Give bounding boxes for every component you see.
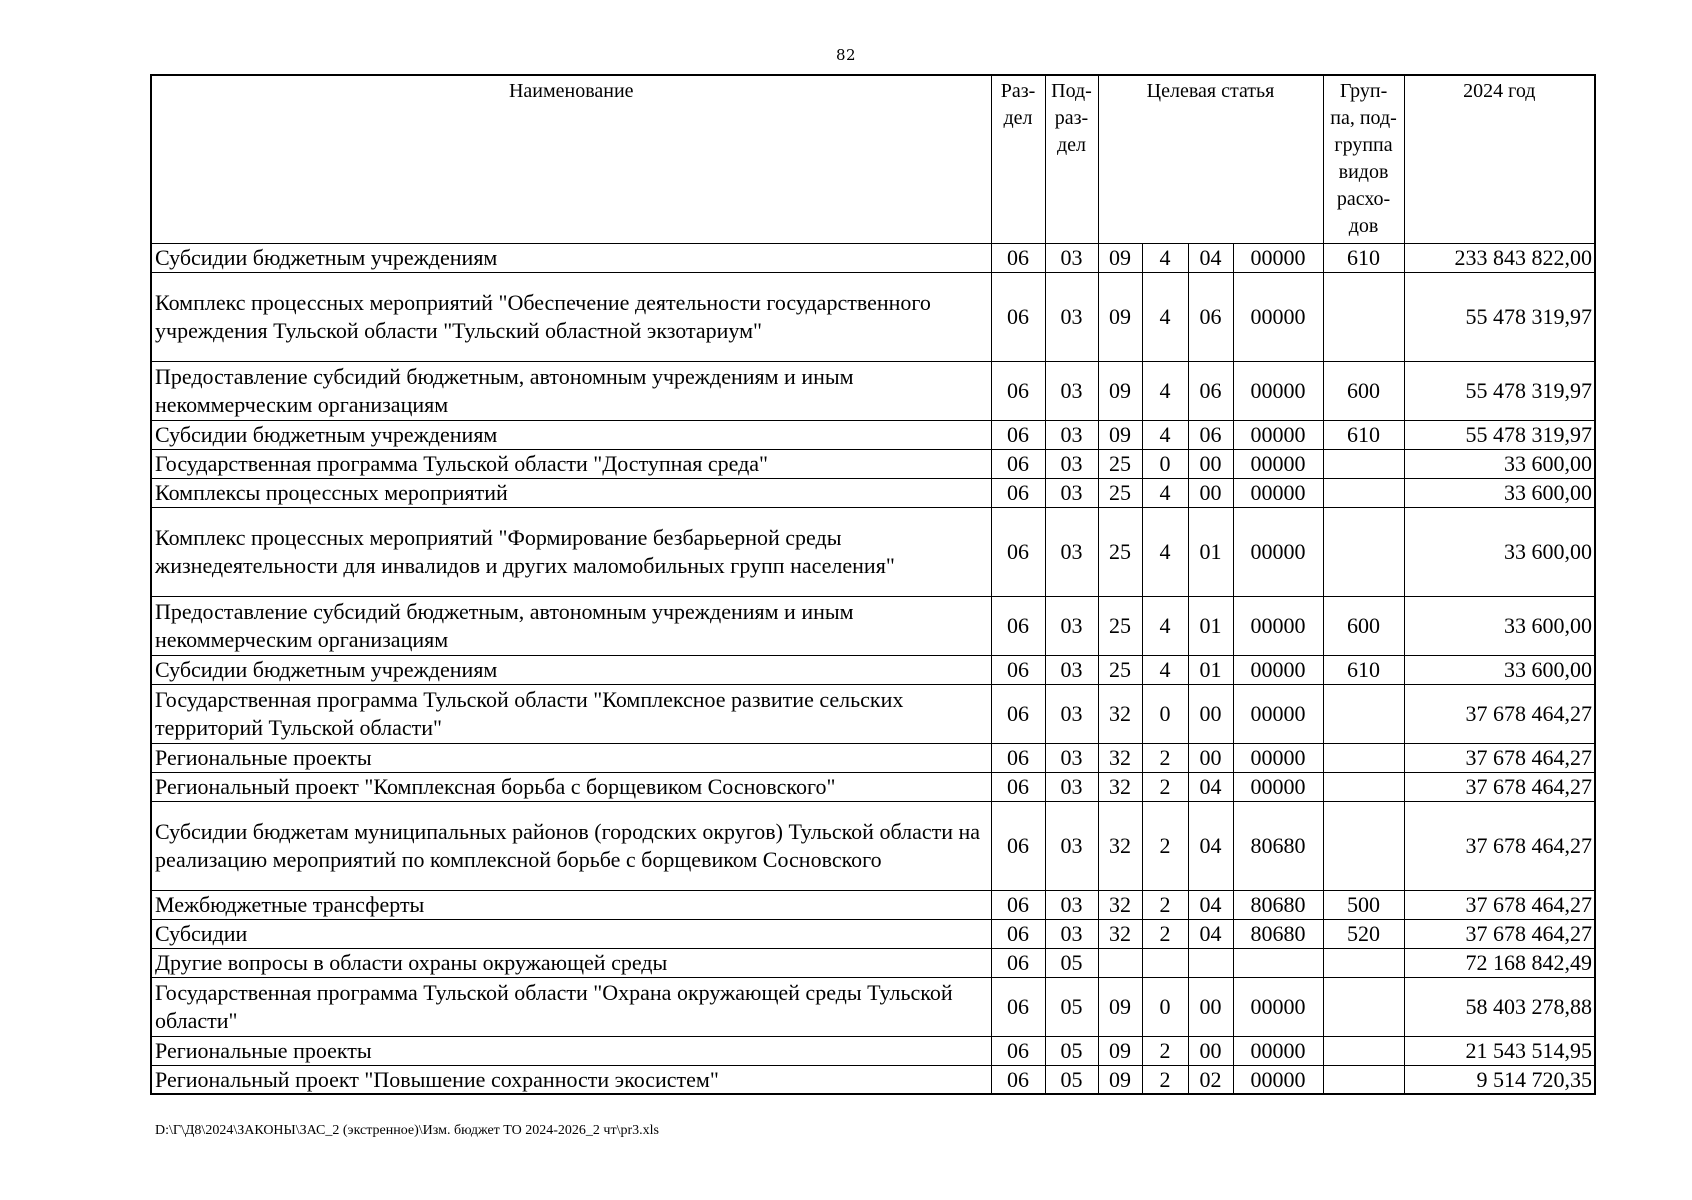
row-target-program: 09 bbox=[1098, 1036, 1142, 1065]
row-expense-group bbox=[1323, 478, 1404, 507]
row-target-type: 2 bbox=[1142, 772, 1188, 801]
table-row bbox=[151, 684, 1595, 743]
row-expense-group: 600 bbox=[1323, 361, 1404, 420]
row-section: 06 bbox=[991, 890, 1045, 919]
row-name: Комплекс процессных мероприятий "Обеспечение деятельности государственного учреждения Тульской области "Тульский областной экзотариум" bbox=[151, 272, 991, 361]
row-name: Региональные проекты bbox=[151, 743, 991, 772]
row-target-program: 09 bbox=[1098, 1065, 1142, 1094]
row-name: Предоставление субсидий бюджетным, автономным учреждениям и иным некоммерческим организациям bbox=[151, 361, 991, 420]
header-target-article: Целевая статья bbox=[1098, 75, 1323, 243]
table-row bbox=[151, 919, 1595, 948]
row-target-program: 32 bbox=[1098, 890, 1142, 919]
table-row bbox=[151, 420, 1595, 449]
row-target-type: 4 bbox=[1142, 420, 1188, 449]
row-target-program: 09 bbox=[1098, 243, 1142, 272]
row-target-subprogram: 00 bbox=[1188, 1036, 1233, 1065]
table-row bbox=[151, 507, 1595, 596]
table-row bbox=[151, 596, 1595, 655]
row-target-type: 0 bbox=[1142, 684, 1188, 743]
row-amount: 55 478 319,97 bbox=[1404, 420, 1595, 449]
table-body bbox=[151, 243, 1595, 1094]
row-target-program: 09 bbox=[1098, 272, 1142, 361]
row-target-direction: 00000 bbox=[1233, 361, 1323, 420]
row-target-program: 32 bbox=[1098, 684, 1142, 743]
row-target-subprogram: 01 bbox=[1188, 507, 1233, 596]
row-expense-group bbox=[1323, 948, 1404, 977]
row-expense-group: 500 bbox=[1323, 890, 1404, 919]
row-amount: 37 678 464,27 bbox=[1404, 890, 1595, 919]
row-name: Комплекс процессных мероприятий "Формирование безбарьерной среды жизнедеятельности для инвалидов и других маломобильных групп населения" bbox=[151, 507, 991, 596]
row-amount: 37 678 464,27 bbox=[1404, 772, 1595, 801]
row-subsection: 05 bbox=[1045, 948, 1098, 977]
file-path-footer: D:\Г\Д8\2024\ЗАКОНЫ\ЗАС_2 (экстренное)\Изм. бюджет ТО 2024-2026_2 чт\pr3.xls bbox=[155, 1123, 659, 1138]
row-target-type bbox=[1142, 948, 1188, 977]
row-expense-group bbox=[1323, 743, 1404, 772]
row-target-program bbox=[1098, 948, 1142, 977]
row-name: Субсидии бюджетам муниципальных районов (городских округов) Тульской области на реализацию мероприятий по комплексной борьбе с борщевиком Сосновского bbox=[151, 801, 991, 890]
row-section: 06 bbox=[991, 361, 1045, 420]
row-subsection: 03 bbox=[1045, 420, 1098, 449]
row-amount: 233 843 822,00 bbox=[1404, 243, 1595, 272]
row-expense-group bbox=[1323, 272, 1404, 361]
row-target-direction: 00000 bbox=[1233, 1065, 1323, 1094]
row-target-direction: 00000 bbox=[1233, 272, 1323, 361]
row-subsection: 03 bbox=[1045, 507, 1098, 596]
table-row bbox=[151, 890, 1595, 919]
row-name: Государственная программа Тульской области "Охрана окружающей среды Тульской области" bbox=[151, 977, 991, 1036]
row-section: 06 bbox=[991, 919, 1045, 948]
row-target-type: 4 bbox=[1142, 507, 1188, 596]
row-name: Межбюджетные трансферты bbox=[151, 890, 991, 919]
row-amount: 55 478 319,97 bbox=[1404, 361, 1595, 420]
row-subsection: 03 bbox=[1045, 596, 1098, 655]
row-target-subprogram: 04 bbox=[1188, 801, 1233, 890]
row-expense-group bbox=[1323, 1065, 1404, 1094]
row-target-direction: 00000 bbox=[1233, 596, 1323, 655]
row-target-program: 09 bbox=[1098, 420, 1142, 449]
row-target-subprogram: 01 bbox=[1188, 596, 1233, 655]
row-target-program: 25 bbox=[1098, 449, 1142, 478]
row-target-direction: 00000 bbox=[1233, 449, 1323, 478]
row-subsection: 05 bbox=[1045, 1065, 1098, 1094]
row-subsection: 03 bbox=[1045, 272, 1098, 361]
row-section: 06 bbox=[991, 684, 1045, 743]
row-section: 06 bbox=[991, 507, 1045, 596]
row-target-program: 25 bbox=[1098, 655, 1142, 684]
row-subsection: 03 bbox=[1045, 919, 1098, 948]
row-subsection: 05 bbox=[1045, 977, 1098, 1036]
row-amount: 37 678 464,27 bbox=[1404, 743, 1595, 772]
row-amount: 21 543 514,95 bbox=[1404, 1036, 1595, 1065]
table-row bbox=[151, 1065, 1595, 1094]
row-target-subprogram: 00 bbox=[1188, 743, 1233, 772]
row-target-type: 4 bbox=[1142, 655, 1188, 684]
row-target-program: 32 bbox=[1098, 743, 1142, 772]
row-amount: 9 514 720,35 bbox=[1404, 1065, 1595, 1094]
row-name: Субсидии бюджетным учреждениям bbox=[151, 655, 991, 684]
row-expense-group: 610 bbox=[1323, 655, 1404, 684]
row-name: Региональный проект "Комплексная борьба с борщевиком Сосновского" bbox=[151, 772, 991, 801]
row-target-type: 2 bbox=[1142, 743, 1188, 772]
row-amount: 58 403 278,88 bbox=[1404, 977, 1595, 1036]
row-expense-group bbox=[1323, 507, 1404, 596]
header-section: Раз- дел bbox=[991, 75, 1045, 243]
table-row bbox=[151, 801, 1595, 890]
row-subsection: 03 bbox=[1045, 772, 1098, 801]
row-target-type: 2 bbox=[1142, 919, 1188, 948]
row-expense-group bbox=[1323, 684, 1404, 743]
table-row bbox=[151, 772, 1595, 801]
budget-table bbox=[150, 74, 1596, 1095]
row-target-type: 2 bbox=[1142, 1036, 1188, 1065]
row-name: Субсидии bbox=[151, 919, 991, 948]
row-expense-group: 520 bbox=[1323, 919, 1404, 948]
row-section: 06 bbox=[991, 948, 1045, 977]
header-name: Наименование bbox=[151, 75, 991, 243]
row-target-direction: 80680 bbox=[1233, 890, 1323, 919]
table-row bbox=[151, 977, 1595, 1036]
row-amount: 33 600,00 bbox=[1404, 655, 1595, 684]
row-section: 06 bbox=[991, 272, 1045, 361]
row-subsection: 03 bbox=[1045, 743, 1098, 772]
table-row bbox=[151, 243, 1595, 272]
row-target-direction bbox=[1233, 948, 1323, 977]
row-target-subprogram: 06 bbox=[1188, 420, 1233, 449]
row-section: 06 bbox=[991, 420, 1045, 449]
row-target-direction: 00000 bbox=[1233, 684, 1323, 743]
row-section: 06 bbox=[991, 596, 1045, 655]
row-target-direction: 00000 bbox=[1233, 243, 1323, 272]
row-amount: 55 478 319,97 bbox=[1404, 272, 1595, 361]
row-target-program: 25 bbox=[1098, 596, 1142, 655]
row-amount: 33 600,00 bbox=[1404, 596, 1595, 655]
row-name: Региональный проект "Повышение сохранности экосистем" bbox=[151, 1065, 991, 1094]
row-expense-group bbox=[1323, 977, 1404, 1036]
row-target-subprogram: 00 bbox=[1188, 684, 1233, 743]
row-subsection: 03 bbox=[1045, 361, 1098, 420]
row-name: Субсидии бюджетным учреждениям bbox=[151, 243, 991, 272]
row-target-program: 09 bbox=[1098, 977, 1142, 1036]
table-row bbox=[151, 449, 1595, 478]
row-amount: 37 678 464,27 bbox=[1404, 801, 1595, 890]
row-section: 06 bbox=[991, 478, 1045, 507]
row-target-direction: 00000 bbox=[1233, 478, 1323, 507]
row-name: Комплексы процессных мероприятий bbox=[151, 478, 991, 507]
row-target-type: 4 bbox=[1142, 361, 1188, 420]
row-subsection: 03 bbox=[1045, 243, 1098, 272]
row-name: Другие вопросы в области охраны окружающей среды bbox=[151, 948, 991, 977]
row-target-type: 0 bbox=[1142, 977, 1188, 1036]
row-target-type: 4 bbox=[1142, 272, 1188, 361]
row-subsection: 03 bbox=[1045, 655, 1098, 684]
row-target-type: 2 bbox=[1142, 801, 1188, 890]
row-subsection: 03 bbox=[1045, 684, 1098, 743]
row-section: 06 bbox=[991, 801, 1045, 890]
row-target-type: 4 bbox=[1142, 478, 1188, 507]
row-section: 06 bbox=[991, 243, 1045, 272]
row-target-direction: 00000 bbox=[1233, 743, 1323, 772]
row-target-type: 4 bbox=[1142, 596, 1188, 655]
row-section: 06 bbox=[991, 1065, 1045, 1094]
header-expense-group: Груп- па, под- группа видов расхо- дов bbox=[1323, 75, 1404, 243]
row-subsection: 05 bbox=[1045, 1036, 1098, 1065]
row-target-program: 25 bbox=[1098, 478, 1142, 507]
row-amount: 33 600,00 bbox=[1404, 449, 1595, 478]
row-subsection: 03 bbox=[1045, 449, 1098, 478]
row-target-direction: 00000 bbox=[1233, 977, 1323, 1036]
page-number: 82 bbox=[835, 46, 857, 64]
row-target-direction: 00000 bbox=[1233, 772, 1323, 801]
row-section: 06 bbox=[991, 743, 1045, 772]
row-target-subprogram: 02 bbox=[1188, 1065, 1233, 1094]
row-target-subprogram: 06 bbox=[1188, 272, 1233, 361]
row-target-program: 32 bbox=[1098, 801, 1142, 890]
row-amount: 33 600,00 bbox=[1404, 507, 1595, 596]
table-row bbox=[151, 655, 1595, 684]
row-subsection: 03 bbox=[1045, 478, 1098, 507]
row-expense-group bbox=[1323, 772, 1404, 801]
table-row bbox=[151, 478, 1595, 507]
table-row bbox=[151, 948, 1595, 977]
table-header-row bbox=[151, 75, 1595, 243]
row-target-subprogram: 00 bbox=[1188, 977, 1233, 1036]
row-target-direction: 00000 bbox=[1233, 1036, 1323, 1065]
row-section: 06 bbox=[991, 1036, 1045, 1065]
row-expense-group: 600 bbox=[1323, 596, 1404, 655]
row-subsection: 03 bbox=[1045, 890, 1098, 919]
row-target-direction: 00000 bbox=[1233, 507, 1323, 596]
row-expense-group bbox=[1323, 801, 1404, 890]
row-target-type: 2 bbox=[1142, 1065, 1188, 1094]
table-row bbox=[151, 743, 1595, 772]
row-expense-group: 610 bbox=[1323, 243, 1404, 272]
row-target-subprogram: 01 bbox=[1188, 655, 1233, 684]
row-target-subprogram: 04 bbox=[1188, 919, 1233, 948]
row-name: Предоставление субсидий бюджетным, автономным учреждениям и иным некоммерческим организациям bbox=[151, 596, 991, 655]
row-target-type: 4 bbox=[1142, 243, 1188, 272]
row-target-program: 09 bbox=[1098, 361, 1142, 420]
row-amount: 72 168 842,49 bbox=[1404, 948, 1595, 977]
row-target-subprogram: 04 bbox=[1188, 772, 1233, 801]
table-row bbox=[151, 1036, 1595, 1065]
row-target-direction: 80680 bbox=[1233, 801, 1323, 890]
header-year-2024: 2024 год bbox=[1404, 75, 1595, 243]
row-target-direction: 00000 bbox=[1233, 655, 1323, 684]
row-amount: 33 600,00 bbox=[1404, 478, 1595, 507]
row-target-subprogram: 00 bbox=[1188, 478, 1233, 507]
row-target-direction: 80680 bbox=[1233, 919, 1323, 948]
row-target-subprogram: 04 bbox=[1188, 243, 1233, 272]
row-subsection: 03 bbox=[1045, 801, 1098, 890]
row-target-program: 25 bbox=[1098, 507, 1142, 596]
row-target-type: 2 bbox=[1142, 890, 1188, 919]
row-amount: 37 678 464,27 bbox=[1404, 684, 1595, 743]
row-section: 06 bbox=[991, 977, 1045, 1036]
row-name: Субсидии бюджетным учреждениям bbox=[151, 420, 991, 449]
row-expense-group bbox=[1323, 449, 1404, 478]
row-target-subprogram: 04 bbox=[1188, 890, 1233, 919]
row-target-subprogram: 00 bbox=[1188, 449, 1233, 478]
table-row bbox=[151, 361, 1595, 420]
row-target-direction: 00000 bbox=[1233, 420, 1323, 449]
row-section: 06 bbox=[991, 772, 1045, 801]
row-target-subprogram bbox=[1188, 948, 1233, 977]
row-name: Государственная программа Тульской области "Доступная среда" bbox=[151, 449, 991, 478]
row-target-subprogram: 06 bbox=[1188, 361, 1233, 420]
row-target-program: 32 bbox=[1098, 772, 1142, 801]
row-amount: 37 678 464,27 bbox=[1404, 919, 1595, 948]
row-expense-group: 610 bbox=[1323, 420, 1404, 449]
row-section: 06 bbox=[991, 449, 1045, 478]
row-name: Региональные проекты bbox=[151, 1036, 991, 1065]
row-target-type: 0 bbox=[1142, 449, 1188, 478]
row-expense-group bbox=[1323, 1036, 1404, 1065]
table-row bbox=[151, 272, 1595, 361]
header-subsection: Под- раз- дел bbox=[1045, 75, 1098, 243]
row-target-program: 32 bbox=[1098, 919, 1142, 948]
row-name: Государственная программа Тульской области "Комплексное развитие сельских территорий Тульской области" bbox=[151, 684, 991, 743]
row-section: 06 bbox=[991, 655, 1045, 684]
